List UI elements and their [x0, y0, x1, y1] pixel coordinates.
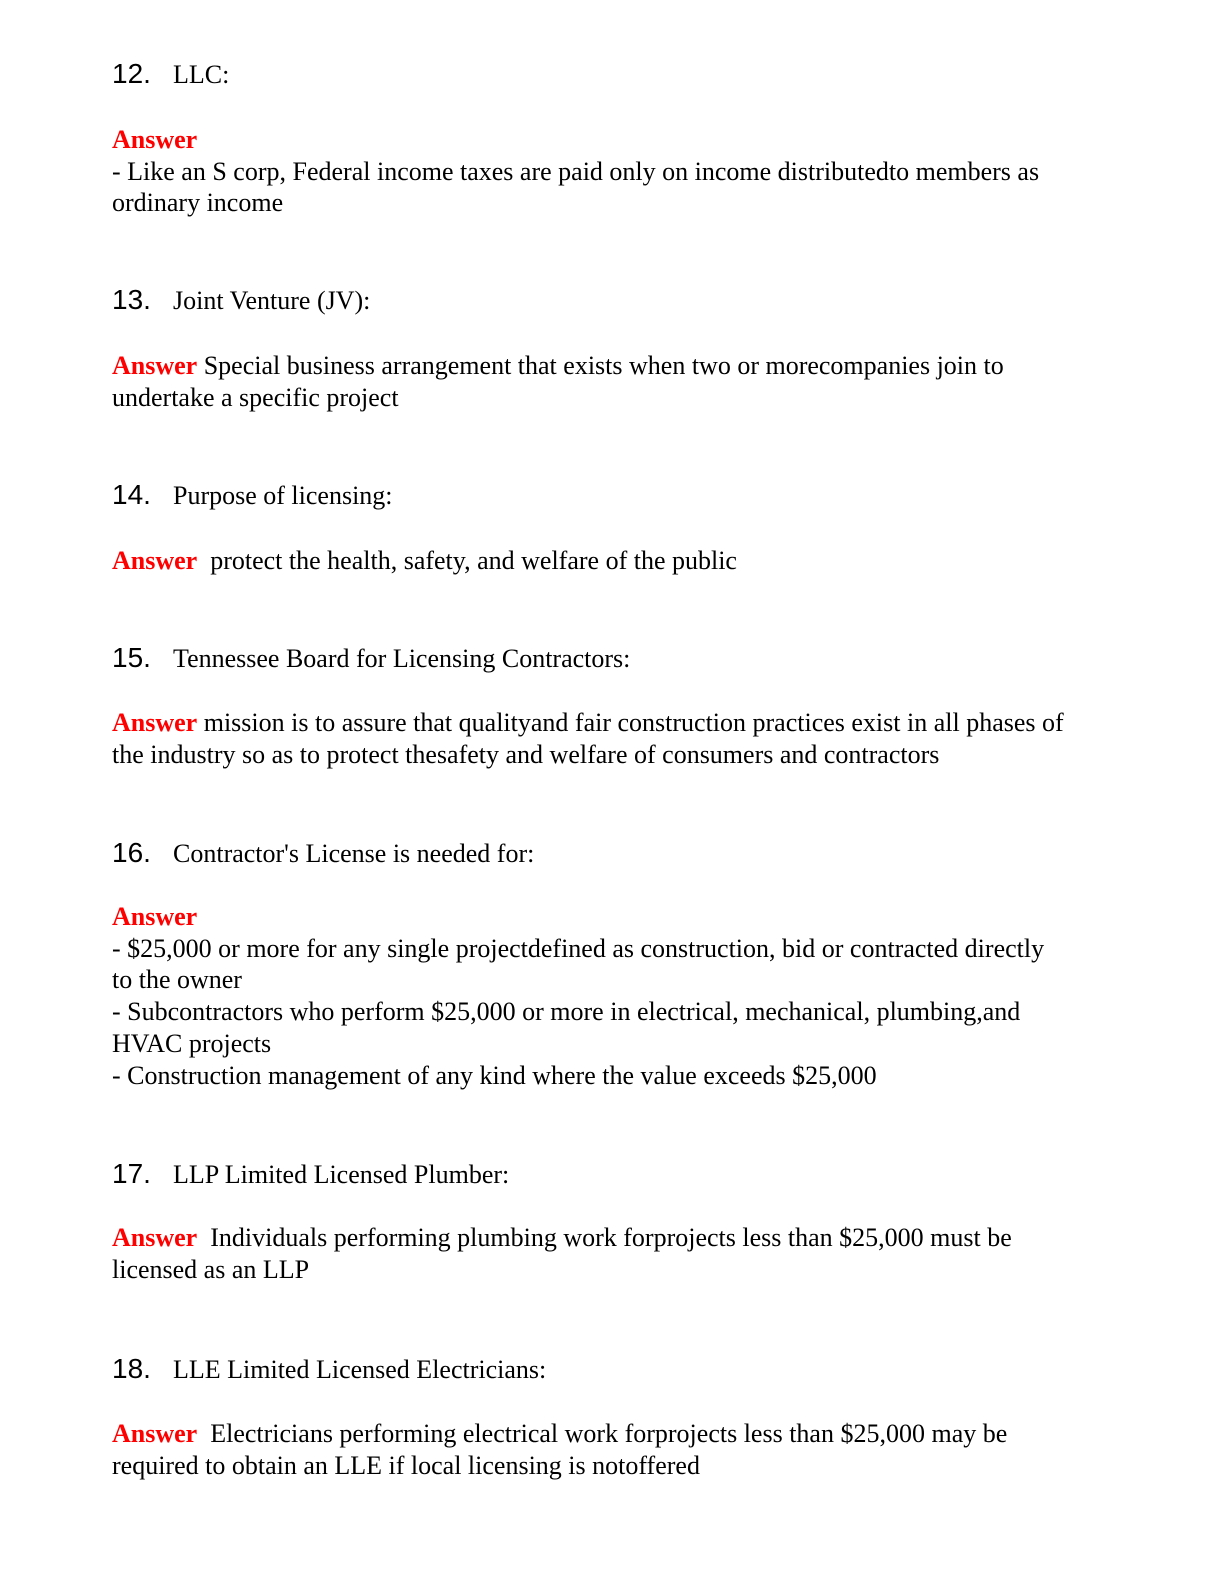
answer-5 — [112, 1222, 1012, 1285]
question-text: LLE Limited Licensed Electricians: — [173, 1355, 547, 1384]
answer-line: required to obtain an LLE if local licensing is notoffered — [112, 1450, 700, 1480]
answer-line: undertake a specific project — [112, 382, 399, 412]
answer-line: licensed as an LLP — [112, 1254, 310, 1284]
answer-line: - Construction management of any kind where the value exceeds $25,000 — [112, 1060, 877, 1090]
question-5 — [112, 1158, 509, 1190]
answer-label: Answer — [112, 708, 198, 737]
answer-line: - Like an S corp, Federal income taxes are paid only on income distributedto members as — [112, 156, 1040, 186]
answer-label: Answer — [112, 351, 198, 380]
question-text: Tennessee Board for Licensing Contractors: — [173, 644, 631, 673]
question-number: 15. — [112, 642, 151, 673]
question-1 — [112, 284, 370, 316]
question-3 — [112, 642, 630, 674]
question-6 — [112, 1353, 546, 1385]
question-number: 12. — [112, 58, 151, 89]
answer-label: Answer — [112, 546, 198, 575]
question-text: Purpose of licensing: — [173, 481, 393, 510]
question-text: LLP Limited Licensed Plumber: — [173, 1160, 510, 1189]
question-number: 17. — [112, 1158, 151, 1189]
answer-inline-text: Individuals performing plumbing work forprojects less than $25,000 must be — [197, 1223, 1012, 1252]
answer-2 — [112, 545, 737, 577]
answer-inline-text: mission is to assure that qualityand fair construction practices exist in all phases of — [197, 708, 1064, 737]
question-2 — [112, 479, 393, 511]
question-text: Contractor's License is needed for: — [173, 839, 535, 868]
answer-label: Answer — [112, 1223, 198, 1252]
question-text: LLC: — [173, 60, 230, 89]
answer-3 — [112, 707, 1064, 770]
answer-label: Answer — [112, 1419, 198, 1448]
question-0 — [112, 58, 229, 90]
question-4 — [112, 837, 534, 869]
answer-0 — [112, 124, 1039, 219]
question-number: 18. — [112, 1353, 151, 1384]
answer-line: the industry so as to protect thesafety and welfare of consumers and contractors — [112, 739, 940, 769]
answer-1 — [112, 350, 1004, 413]
answer-line: - $25,000 or more for any single projectdefined as construction, bid or contracted directly — [112, 933, 1045, 963]
answer-line: HVAC projects — [112, 1028, 272, 1058]
question-number: 14. — [112, 479, 151, 510]
question-number: 16. — [112, 837, 151, 868]
answer-inline-text: Electricians performing electrical work forprojects less than $25,000 may be — [197, 1419, 1008, 1448]
question-number: 13. — [112, 284, 151, 315]
answer-label: Answer — [112, 125, 198, 154]
answer-line: - Subcontractors who perform $25,000 or more in electrical, mechanical, plumbing,and — [112, 997, 1021, 1027]
answer-inline-text: Special business arrangement that exists when two or morecompanies join to — [197, 351, 1004, 380]
answer-6 — [112, 1418, 1007, 1481]
answer-inline-text: protect the health, safety, and welfare of the public — [197, 546, 737, 575]
answer-4 — [112, 901, 1044, 1091]
answer-label: Answer — [112, 902, 198, 931]
question-text: Joint Venture (JV): — [173, 286, 371, 315]
answer-line: to the owner — [112, 965, 242, 995]
answer-line: ordinary income — [112, 188, 284, 218]
